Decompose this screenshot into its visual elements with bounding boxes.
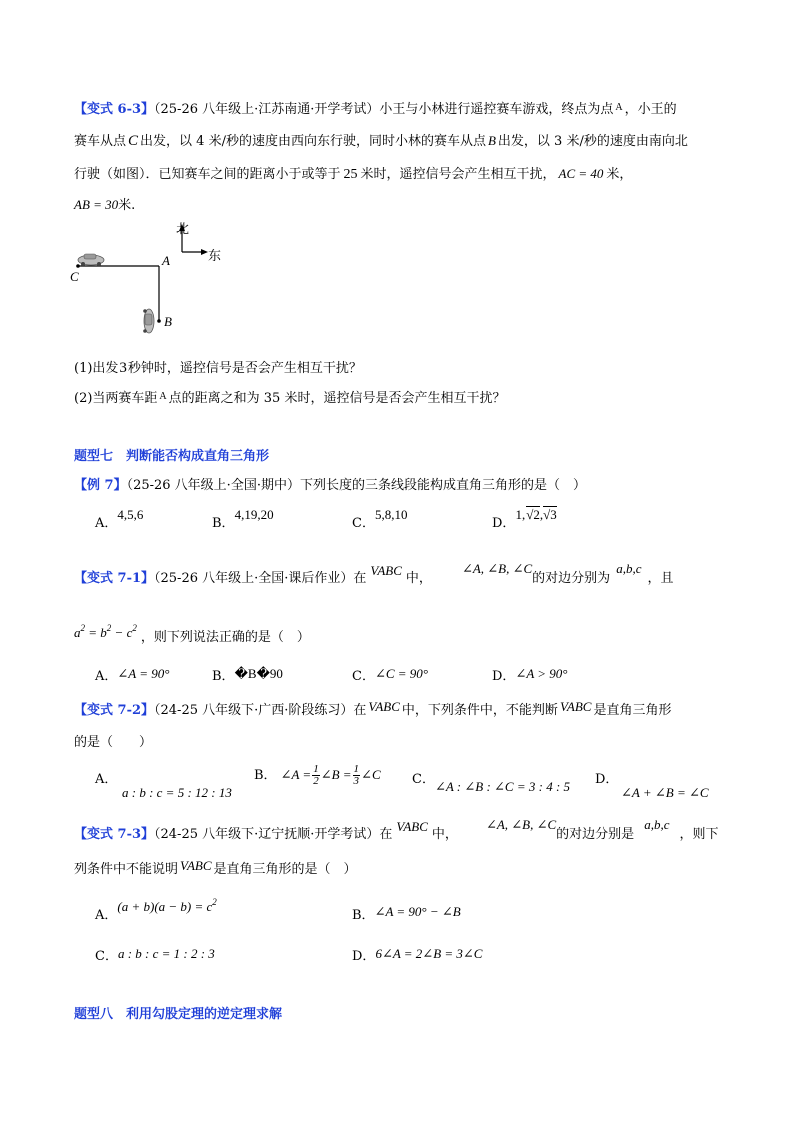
- variant-7-3-option-c[interactable]: C．a : b : c = 1 : 2 : 3: [95, 946, 215, 964]
- variant-6-3-line1: 【变式 6-3】（25-26 八年级上·江苏南通·开学考试）小王与小林进行遥控赛车游戏，终点为点 $^A$ ，小王的: [74, 102, 677, 117]
- point-b: [157, 319, 161, 323]
- example-7-option-d[interactable]: D．1,√2,√3: [492, 507, 557, 531]
- variant-7-1-option-b[interactable]: B．�B�90: [212, 666, 283, 684]
- example-7-option-a[interactable]: A．4,5,6: [95, 507, 144, 531]
- example-7-option-b[interactable]: B．4,19,20: [212, 507, 274, 531]
- variant-7-2-line1: 【变式 7-2】（24-25 八年级下·广西·阶段练习）在 VABC 中，下列条件中，不能判断 VABC 是直角三角形: [74, 699, 672, 718]
- variant-7-2-option-c[interactable]: C．∠A : ∠B : ∠C = 3 : 4 : 5: [412, 772, 571, 794]
- variant-7-3-line2: 列条件中不能说明 VABC 是直角三角形的是（ ）: [74, 858, 357, 877]
- question-2: (2)当两赛车距 $^A$ 点的距离之和为 35 米时，遥控信号是否会产生相互干扰？: [74, 391, 506, 406]
- north-label: 北: [176, 222, 190, 237]
- car-icon: [78, 254, 104, 266]
- example-7-stem: 【例 7】（25-26 八年级上·全国·期中）下列长度的三条线段能构成直角三角形的是（ ）: [74, 478, 586, 493]
- east-label: 东: [208, 249, 222, 264]
- car-icon: [143, 309, 154, 333]
- variant-7-1-option-d[interactable]: D．∠A > 90°: [492, 666, 568, 684]
- variant-7-1-line1: 【变式 7-1】（25-26 八年级上·全国·课后作业）在VABC中，∠A, ∠B, ∠C的对边分别为a,b,c，且: [74, 561, 674, 586]
- variant-7-2-line2: 的是（ ）: [74, 735, 153, 750]
- label-b: B: [164, 314, 172, 329]
- label-c: C: [70, 269, 79, 284]
- variant-7-1-option-a[interactable]: A．∠A = 90°: [95, 666, 170, 684]
- point-c: [76, 264, 80, 268]
- label-a: A: [162, 253, 170, 268]
- variant-6-3-line3: 行驶（如图）．已知赛车之间的距离小于或等于 25 米时，遥控信号会产生相互干扰， AC = 40 米，: [74, 166, 633, 182]
- variant-7-3-option-a[interactable]: A．$(a + b)(a - b) = c^2$: [95, 897, 217, 923]
- variant-7-3-option-d[interactable]: D．6∠A = 2∠B = 3∠C: [352, 946, 483, 964]
- section-heading-8: 题型八 利用勾股定理的逆定理求解: [74, 1007, 283, 1022]
- variant-7-2-option-d[interactable]: D． ∠A + ∠B = ∠C: [595, 772, 709, 800]
- variant-6-3-line4: AB = 30米.: [74, 197, 136, 213]
- section-heading-7: 题型七 判断能否构成直角三角形: [74, 449, 270, 464]
- variant-7-1-option-c[interactable]: C．∠C = 90°: [352, 666, 428, 684]
- variant-6-3-line2: 赛车从点 C 出发，以 4 米/秒的速度由西向东行驶，同时小林的赛车从点 B 出发，以 3 米/秒的速度由南向北: [74, 133, 688, 149]
- variant-7-2-option-b[interactable]: B． ∠A = $\frac{1}{2}$ ∠B = $\frac{1}{3}$ ∠C: [254, 763, 381, 787]
- variant-7-3-line1: 【变式 7-3】（24-25 八年级下·辽宁抚顺·开学考试）在VABC中，∠A, ∠B, ∠C的对边分别是a,b,c，则下: [74, 817, 719, 842]
- race-figure: [70, 218, 240, 338]
- variant-7-2-option-a[interactable]: A． a : b : c = 5 : 12 : 13: [95, 772, 232, 800]
- question-1: (1)出发3秒钟时，遥控信号是否会产生相互干扰？: [74, 360, 362, 376]
- variant-7-3-option-b[interactable]: B．∠A = 90° − ∠B: [352, 904, 461, 923]
- variant-7-1-line2: $a^2 = b^2 - c^2$，则下列说法正确的是（ ）: [74, 623, 310, 645]
- variant-tag: 【变式 6-3】: [74, 102, 155, 117]
- example-7-option-c[interactable]: C．5,8,10: [352, 507, 408, 531]
